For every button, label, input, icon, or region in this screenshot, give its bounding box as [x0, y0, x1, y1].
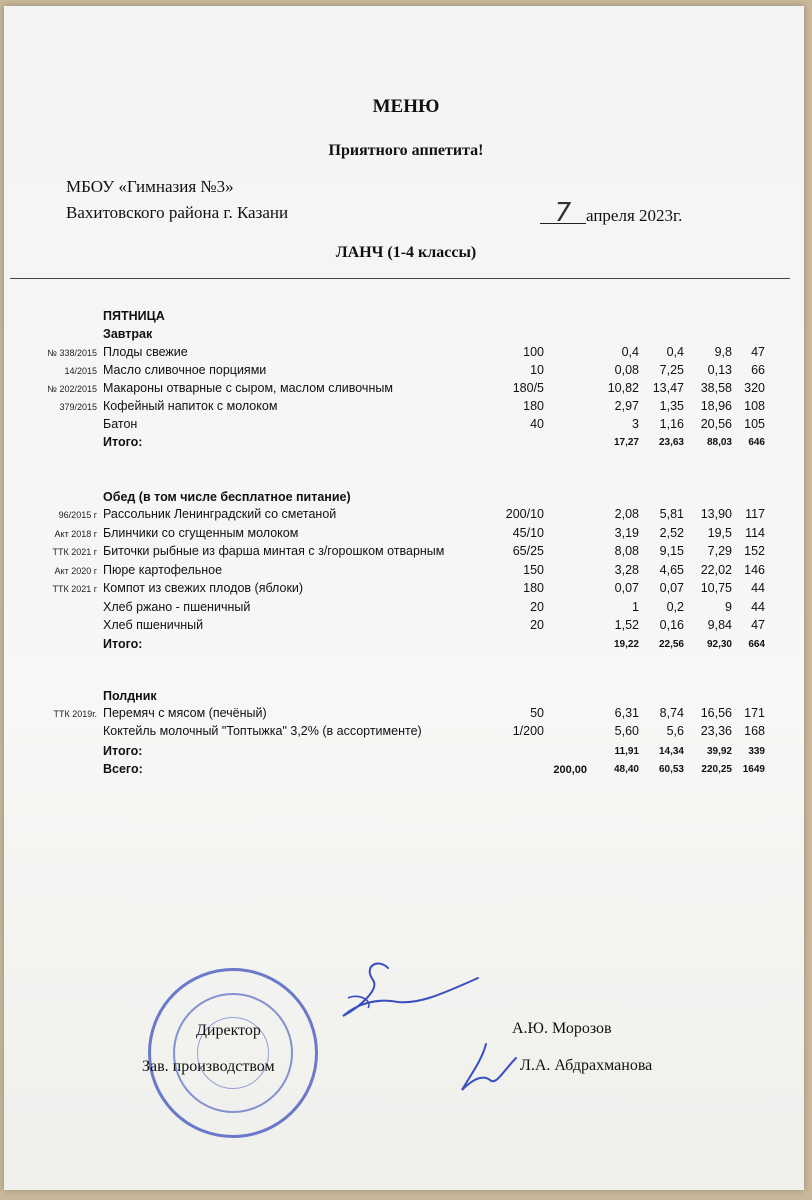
- recipe-code: 96/2015 г: [58, 510, 97, 520]
- school-name: МБОУ «Гимназия №3»: [66, 177, 234, 196]
- fat-value: 9,15: [659, 544, 684, 558]
- carbs-value: 18,96: [700, 399, 732, 413]
- dish-name: Коктейль молочный "Топтыжка" 3,2% (в ассортименте): [103, 724, 422, 738]
- portion-weight: 180/5: [512, 381, 544, 395]
- portion-weight: 50: [530, 706, 544, 720]
- director-name: А.Ю. Морозов: [512, 1020, 612, 1037]
- fat-value: 0,07: [659, 581, 684, 595]
- portion-weight: 150: [523, 562, 544, 577]
- total-protein: 11,91: [614, 746, 639, 757]
- energy-value: 117: [745, 507, 765, 521]
- protein-value: 0,4: [621, 345, 639, 359]
- menu-item-row: [0, 600, 812, 618]
- energy-value: 47: [751, 618, 765, 632]
- menu-item-row: [0, 507, 812, 525]
- protein-value: 3: [632, 417, 639, 431]
- menu-item-row: [0, 544, 812, 562]
- menu-item-row: [0, 618, 812, 636]
- carbs-value: 9,8: [714, 345, 732, 359]
- dish-name: Хлеб ржано - пшеничный: [103, 599, 251, 614]
- dish-name: Перемяч с мясом (печёный): [103, 706, 267, 720]
- total-label: Итого:: [103, 435, 143, 449]
- recipe-code: ТТК 2021 г: [52, 584, 97, 594]
- total-carbs: 92,30: [706, 639, 732, 650]
- dish-name: Кофейный напиток с молоком: [103, 399, 278, 413]
- recipe-code: № 202/2015: [47, 384, 97, 394]
- section-heading: [0, 327, 812, 345]
- dish-name: Плоды свежие: [103, 345, 188, 359]
- dish-name: Батон: [103, 417, 138, 431]
- grand-total-weight: 200,00: [553, 764, 587, 776]
- production-head-signature: [456, 1040, 526, 1096]
- menu-item-row: [0, 417, 812, 435]
- lunch-total-row: [0, 637, 812, 655]
- fat-value: 0,16: [659, 618, 684, 632]
- dish-name: Компот из свежих плодов (яблоки): [103, 581, 304, 595]
- portion-weight: 20: [530, 599, 544, 614]
- recipe-code: Акт 2018 г: [54, 528, 97, 539]
- total-carbs: 39,92: [706, 746, 732, 757]
- fat-value: 7,25: [659, 363, 684, 377]
- protein-value: 0,08: [614, 363, 639, 377]
- dish-name: Рассольник Ленинградский со сметаной: [103, 507, 337, 521]
- menu-item-row: [0, 381, 812, 399]
- protein-value: 2,08: [614, 507, 639, 521]
- section-heading: [0, 490, 812, 508]
- recipe-code: ТТК 2021 г: [52, 547, 97, 557]
- breakfast-title: Завтрак: [103, 327, 153, 341]
- fat-value: 5,6: [666, 724, 684, 738]
- dish-name: Хлеб пшеничный: [103, 618, 204, 632]
- menu-item-row: [0, 706, 812, 724]
- official-stamp: [148, 968, 318, 1138]
- grand-total-protein: 48,40: [613, 764, 639, 775]
- divider: [10, 278, 790, 279]
- fat-value: 0,4: [666, 345, 684, 359]
- portion-weight: 200/10: [505, 507, 544, 521]
- carbs-value: 13,90: [700, 507, 732, 521]
- fat-value: 8,74: [659, 706, 684, 720]
- portion-weight: 65/25: [512, 544, 544, 558]
- carbs-value: 9: [725, 599, 732, 614]
- grand-total-label: Всего:: [103, 762, 143, 776]
- energy-value: 146: [744, 562, 765, 577]
- fat-value: 0,2: [666, 599, 684, 614]
- page-title: МЕНЮ: [372, 96, 440, 117]
- total-energy: 339: [748, 746, 765, 757]
- date-day: 7: [540, 203, 586, 224]
- carbs-value: 7,29: [707, 544, 732, 558]
- energy-value: 152: [744, 544, 765, 558]
- energy-value: 66: [751, 363, 765, 377]
- total-label: Итого:: [103, 744, 143, 758]
- total-fat: 14,34: [658, 746, 684, 757]
- menu-item-row: [0, 563, 812, 581]
- portion-weight: 180: [523, 581, 544, 595]
- carbs-value: 38,58: [700, 381, 732, 395]
- fat-value: 5,81: [659, 507, 684, 521]
- dish-name: Макароны отварные с сыром, маслом сливочным: [103, 381, 393, 395]
- portion-weight: 10: [530, 363, 544, 377]
- fat-value: 13,47: [652, 381, 684, 395]
- fat-value: 2,52: [659, 525, 684, 540]
- recipe-code: № 338/2015: [47, 348, 97, 358]
- dish-name: Пюре картофельное: [103, 562, 223, 577]
- menu-item-row: [0, 526, 812, 544]
- energy-value: 108: [744, 399, 765, 413]
- portion-weight: 45/10: [512, 525, 544, 540]
- menu-item-row: [0, 363, 812, 381]
- snack-title: Полдник: [103, 689, 157, 703]
- total-protein: 19,22: [613, 639, 639, 650]
- protein-value: 2,97: [614, 399, 639, 413]
- school-district: Вахитовского района г. Казани: [66, 203, 289, 222]
- portion-weight: 1/200: [512, 724, 544, 738]
- energy-value: 168: [744, 724, 765, 738]
- protein-value: 5,60: [614, 724, 639, 738]
- total-fat: 22,56: [658, 639, 684, 650]
- director-signature: [318, 958, 488, 1028]
- menu-item-row: [0, 345, 812, 363]
- carbs-value: 0,13: [707, 363, 732, 377]
- recipe-code: ТТК 2019г.: [53, 709, 97, 719]
- carbs-value: 10,75: [700, 581, 732, 595]
- carbs-value: 20,56: [700, 417, 732, 431]
- dish-name: Биточки рыбные из фарша минтая с з/горошком отварным: [103, 544, 445, 558]
- portion-weight: 180: [523, 399, 544, 413]
- production-head-name: Л.А. Абдрахманова: [520, 1057, 653, 1074]
- energy-value: 105: [744, 417, 765, 431]
- carbs-value: 23,36: [700, 724, 732, 738]
- meal-type-heading: ЛАНЧ (1-4 классы): [335, 244, 477, 261]
- weekday-label: ПЯТНИЦА: [103, 309, 165, 323]
- carbs-value: 9,84: [707, 618, 732, 632]
- fat-value: 4,65: [659, 562, 684, 577]
- carbs-value: 22,02: [700, 562, 732, 577]
- breakfast-total-row: [0, 435, 812, 453]
- total-energy: 646: [748, 437, 765, 448]
- greeting: Приятного аппетита!: [328, 142, 484, 159]
- production-head-role: Зав. производством: [142, 1058, 275, 1075]
- protein-value: 1,52: [614, 618, 639, 632]
- date-month-year: апреля 2023г.: [586, 206, 683, 225]
- energy-value: 44: [751, 599, 765, 614]
- total-label: Итого:: [103, 637, 143, 651]
- grand-total-energy: 1649: [742, 764, 765, 775]
- director-role: Директор: [196, 1022, 261, 1039]
- energy-value: 171: [744, 706, 765, 720]
- snack-total-row: [0, 744, 812, 762]
- grand-total-fat: 60,53: [658, 764, 684, 775]
- dish-name: Масло сливочное порциями: [103, 363, 267, 377]
- carbs-value: 16,56: [700, 706, 732, 720]
- recipe-code: Акт 2020 г: [54, 565, 97, 576]
- grand-total-row: [0, 762, 812, 780]
- menu-item-row: [0, 399, 812, 417]
- protein-value: 10,82: [607, 381, 639, 395]
- protein-value: 1: [632, 599, 639, 614]
- total-energy: 664: [748, 639, 765, 650]
- carbs-value: 19,5: [707, 525, 732, 540]
- fat-value: 1,35: [659, 399, 684, 413]
- protein-value: 3,28: [614, 562, 639, 577]
- lunch-title: Обед (в том числе бесплатное питание): [103, 490, 351, 504]
- protein-value: 6,31: [614, 706, 639, 720]
- section-heading: [0, 689, 812, 707]
- portion-weight: 100: [523, 345, 544, 359]
- fat-value: 1,16: [659, 417, 684, 431]
- portion-weight: 40: [530, 417, 544, 431]
- dish-name: Блинчики со сгущенным молоком: [103, 525, 299, 540]
- menu-item-row: [0, 581, 812, 599]
- energy-value: 44: [751, 581, 765, 595]
- total-carbs: 88,03: [706, 437, 732, 448]
- portion-weight: 20: [530, 618, 544, 632]
- energy-value: 320: [744, 381, 765, 395]
- total-fat: 23,63: [658, 437, 684, 448]
- weekday-row: [0, 309, 812, 327]
- menu-item-row: [0, 724, 812, 742]
- total-protein: 17,27: [613, 437, 639, 448]
- energy-value: 114: [745, 525, 765, 540]
- menu-date: [540, 198, 683, 228]
- recipe-code: 379/2015: [59, 402, 97, 412]
- protein-value: 0,07: [614, 581, 639, 595]
- grand-total-carbs: 220,25: [701, 764, 732, 775]
- protein-value: 8,08: [614, 544, 639, 558]
- energy-value: 47: [751, 345, 765, 359]
- recipe-code: 14/2015: [64, 366, 97, 376]
- protein-value: 3,19: [614, 525, 639, 540]
